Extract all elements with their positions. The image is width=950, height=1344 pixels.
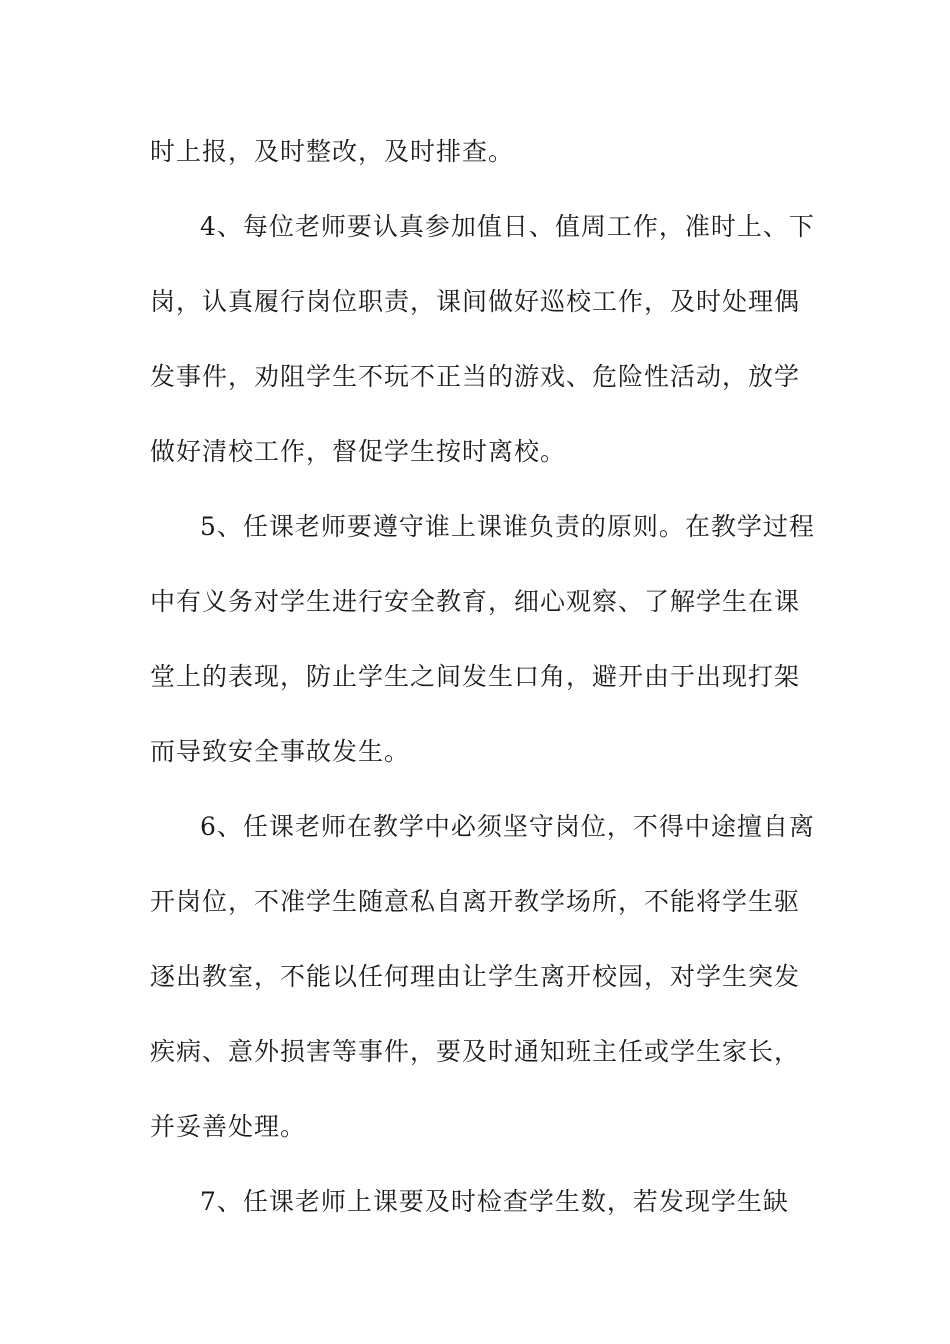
text-line-15: 7、任课老师上课要及时检查学生数，若发现学生缺 <box>200 1187 789 1216</box>
text-line-14: 并妥善处理。 <box>150 1112 307 1141</box>
text-line-1: 时上报，及时整改，及时排查。 <box>150 137 515 166</box>
text-line-7: 中有义务对学生进行安全教育，细心观察、了解学生在课 <box>150 587 801 616</box>
text-line-2: 4、每位老师要认真参加值日、值周工作，准时上、下 <box>200 212 815 241</box>
text-line-5: 做好清校工作，督促学生按时离校。 <box>150 437 567 466</box>
text-line-8: 堂上的表现，防止学生之间发生口角，避开由于出现打架 <box>150 662 801 691</box>
text-line-11: 开岗位，不准学生随意私自离开教学场所，不能将学生驱 <box>150 887 801 916</box>
text-line-3: 岗，认真履行岗位职责，课间做好巡校工作，及时处理偶 <box>150 287 801 316</box>
text-line-9: 而导致安全事故发生。 <box>150 737 411 766</box>
text-line-10: 6、任课老师在教学中必须坚守岗位，不得中途擅自离 <box>200 812 815 841</box>
text-line-4: 发事件，劝阻学生不玩不正当的游戏、危险性活动，放学 <box>150 362 801 391</box>
text-line-6: 5、任课老师要遵守谁上课谁负责的原则。在教学过程 <box>200 512 815 541</box>
text-line-13: 疾病、意外损害等事件，要及时通知班主任或学生家长， <box>150 1037 801 1066</box>
text-line-12: 逐出教室，不能以任何理由让学生离开校园，对学生突发 <box>150 962 801 991</box>
